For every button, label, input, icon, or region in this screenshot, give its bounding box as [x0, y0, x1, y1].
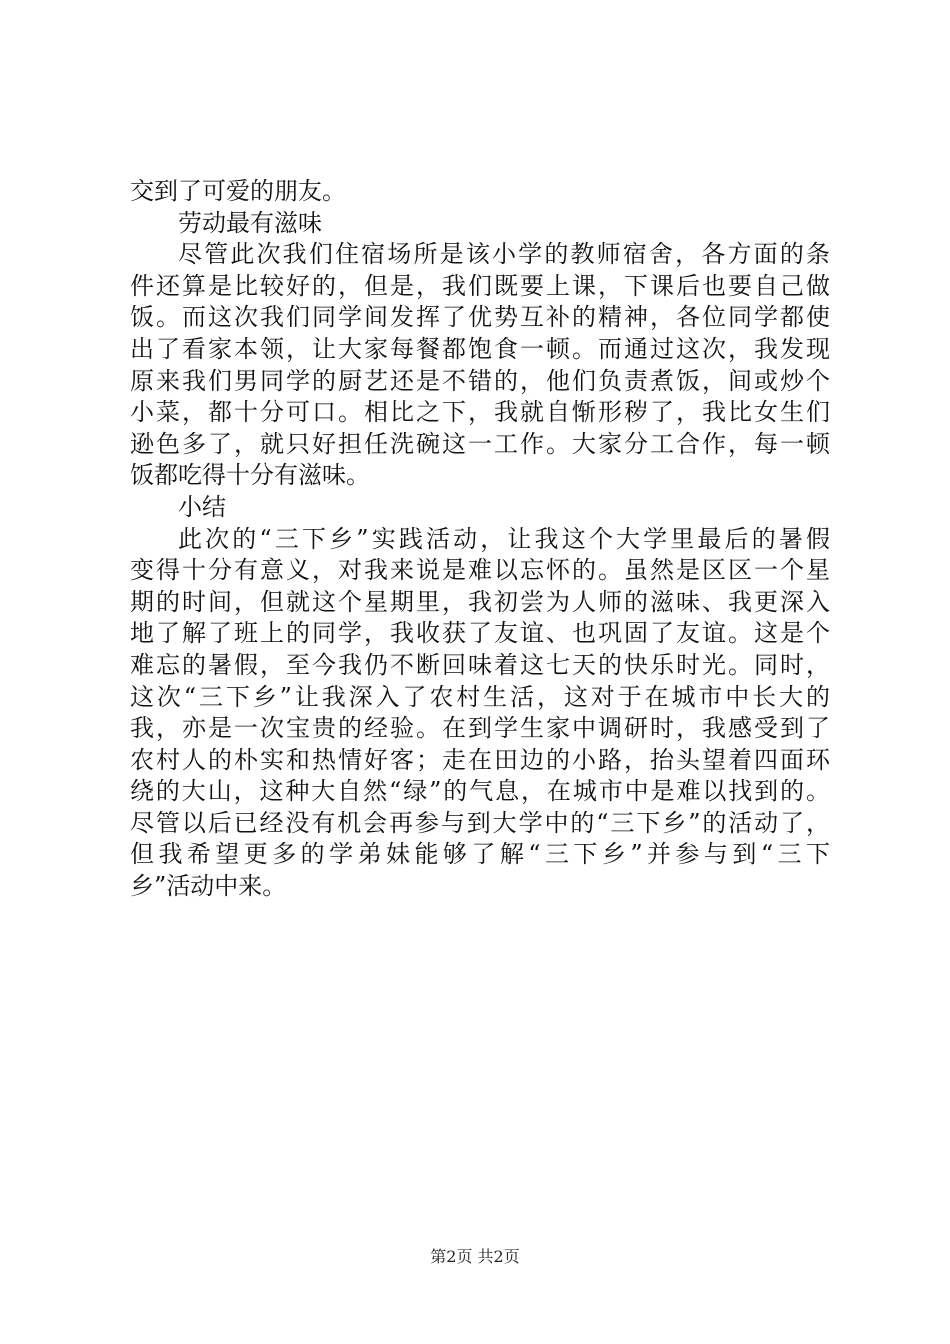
text-line: 我，亦是一次宝贵的经验。在到学生家中调研时，我感受到了: [130, 714, 830, 743]
text-line: 变得十分有意义，对我来说是难以忘怀的。虽然是区区一个星: [130, 556, 830, 585]
text-line: 农村人的朴实和热情好客；走在田边的小路，抬头望着四面环: [130, 745, 830, 774]
text-line: 小结: [178, 492, 226, 521]
text-line: 难忘的暑假，至今我仍不断回味着这七天的快乐时光。同时，: [130, 650, 830, 679]
text-line: 出了看家本领，让大家每餐都饱食一顿。而通过这次，我发现: [130, 334, 830, 363]
text-line: 但我希望更多的学弟妹能够了解“三下乡”并参与到“三下: [130, 840, 830, 869]
text-line: 小菜，都十分可口。相比之下，我就自惭形秽了，我比女生们: [130, 398, 830, 427]
text-line: 逊色多了，就只好担任洗碗这一工作。大家分工合作，每一顿: [130, 429, 830, 458]
text-line: 原来我们男同学的厨艺还是不错的，他们负责煮饭，间或炒个: [130, 366, 830, 395]
text-line: 地了解了班上的同学，我收获了友谊、也巩固了友谊。这是个: [130, 619, 830, 648]
text-line: 交到了可爱的朋友。: [130, 177, 346, 205]
text-line: 件还算是比较好的，但是，我们既要上课，下课后也要自己做: [130, 271, 830, 300]
text-line: 饭都吃得十分有滋味。: [130, 461, 370, 490]
body-text: [130, 176, 830, 903]
text-line: 尽管此次我们住宿场所是该小学的教师宿舍，各方面的条: [178, 240, 830, 269]
text-line: 乡”活动中来。: [130, 872, 287, 901]
text-line: 期的时间，但就这个星期里，我初尝为人师的滋味、我更深入: [130, 587, 830, 616]
text-line: 绕的大山，这种大自然“绿”的气息，在城市中是难以找到的。: [130, 777, 830, 806]
text-line: 饭。而这次我们同学间发挥了优势互补的精神，各位同学都使: [130, 303, 830, 332]
text-line: 此次的“三下乡”实践活动，让我这个大学里最后的暑假: [178, 524, 830, 553]
text-line: 劳动最有滋味: [178, 208, 322, 237]
text-line: 这次“三下乡”让我深入了农村生活，这对于在城市中长大的: [130, 682, 830, 711]
text-line: 尽管以后已经没有机会再参与到大学中的“三下乡”的活动了，: [130, 808, 830, 837]
page-footer: 第2页 共2页: [430, 1247, 520, 1266]
